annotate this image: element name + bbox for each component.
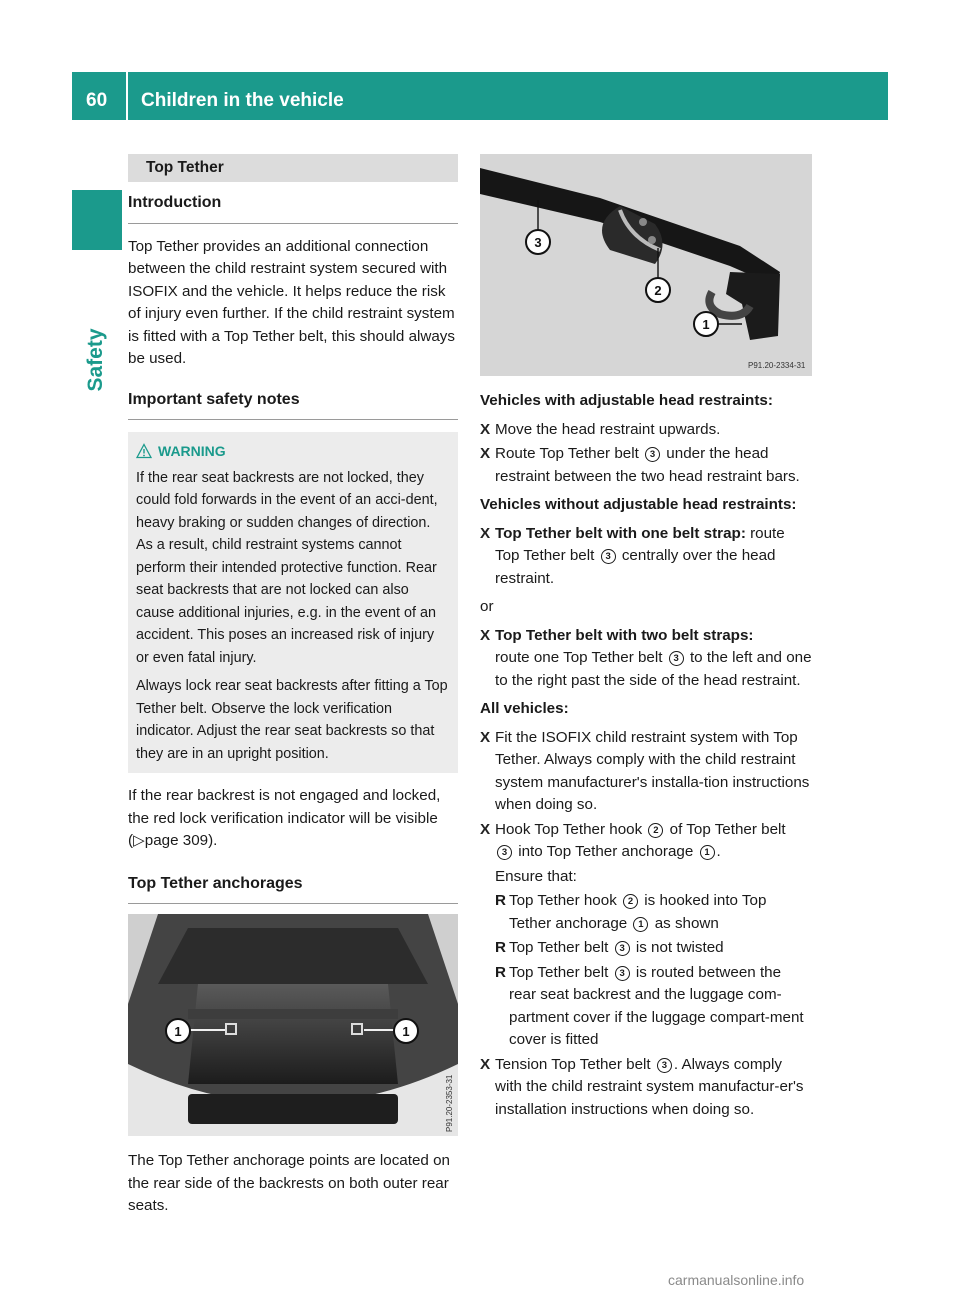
warning-label: WARNING [158,443,226,459]
right-column [480,154,812,1121]
left-column [128,154,458,1218]
intro-heading: Introduction [128,182,458,224]
step-x-icon: X [480,1055,491,1073]
ensure-list [480,890,812,1052]
page-ref-arrow-icon: ▷ [133,832,145,849]
watermark: carmanualsonline.info [668,1272,805,1288]
adj-step-1: X Move the head restraint upwards. [480,419,812,442]
callout-1-ref: 1 [700,845,715,860]
callout-1-ref: 1 [633,917,648,932]
backrest-text-a: If the rear backrest is not engaged and locked, the red lock verification indicator will be visible ( [128,787,441,849]
photo-code-right: P91.20-2334-31 [748,361,806,370]
section-title: Top Tether [128,154,458,182]
header-divider [126,72,128,120]
bullet-r-icon: R [495,892,506,909]
bullet-r-icon: R [495,963,506,981]
chapter-title: Children in the vehicle [141,90,344,111]
side-tab-block [72,190,122,250]
step-x-icon: X [480,626,491,644]
step-x-icon: X [480,524,491,542]
callout-3-ref: 3 [615,966,630,981]
bullet-r-icon: R [495,939,506,956]
step-x-icon: X [480,820,491,838]
backrest-text [128,785,458,853]
warning-box [128,432,458,773]
adjustable-heading: Vehicles with adjustable head restraints: [480,392,773,409]
callout-3-ref: 3 [601,549,616,564]
ensure-text: Ensure that: [495,867,577,885]
two-strap-step: X Top Tether belt with two belt straps: route one Top Tether belt 3 to the left and one to the right past the side of the head restraint. [480,626,812,689]
ensure-item-2: R Top Tether belt 3 is not twisted [495,937,812,960]
warning-triangle-icon [136,443,152,459]
callout-2-ref: 2 [648,823,663,838]
callout-3-ref: 3 [669,651,684,666]
callout-3-ref: 3 [615,941,630,956]
callout-2: 2 [654,283,662,298]
photo-code-left: P91.20-2353-31 [445,1074,454,1132]
page-ref-link[interactable]: page 309). [144,832,218,849]
no-adjustable-heading: Vehicles without adjustable head restraints: [480,496,797,513]
ensure-item-3: R Top Tether belt 3 is routed between the rear seat backrest and the luggage com-partment cover if the luggage compart-ment cover is fitted [495,963,804,1048]
step-x-icon: X [480,420,491,438]
adj-step-2: X Route Top Tether belt 3 under the head restraint between the two head restraint bars. [480,445,800,485]
warning-header [136,440,450,463]
callout-2-ref: 2 [623,894,638,909]
anchorages-heading: Top Tether anchorages [128,863,458,905]
callout-3-ref: 3 [497,845,512,860]
intro-text: Top Tether provides an additional connection between the child restraint system secured with ISOFIX and the vehicle. It helps reduce the risk of injury even further. If the child restraint system is fitted with a Top Tether belt, this should always be used. [128,237,455,367]
one-strap-step: X Top Tether belt with one belt strap: route Top Tether belt 3 centrally over the head restraint. [480,524,785,587]
page-number: 60 [86,90,108,111]
warning-paragraph-1: If the rear seat backrests are not locked, they could fold forwards in the event of an acci-dent, heavy braking or sudden changes of direction. As a result, child restraint systems cannot perform their intended protective function. Rear seat backrests that are not locked can also cause additional injuries, e.g. in the event of an accident. This poses an increased risk of injury or even fatal injury. [136,469,438,666]
step-x-icon: X [480,728,491,746]
all-step-1: X Fit the ISOFIX child restraint system with Top Tether. Always comply with the child restraint system manufacturer's installa-tion instructions when doing so. [480,728,810,813]
callout-3-ref: 3 [657,1058,672,1073]
tether-hook-photo [480,154,812,376]
trunk-photo [128,914,458,1136]
ensure-item-1: R Top Tether hook 2 is hooked into Top Tether anchorage 1 as shown [495,892,767,932]
safety-heading: Important safety notes [128,379,458,421]
callout-1-right: 1 [402,1024,410,1039]
callout-1-left: 1 [174,1024,182,1039]
or-text: or [480,598,494,615]
callout-1: 1 [702,317,710,332]
all-step-3: X Tension Top Tether belt 3 . Always comply with the child restraint system manufactur-er's installation instructions when doing so. [480,1055,804,1118]
step-x-icon: X [480,445,491,462]
callout-3-ref: 3 [645,447,660,462]
side-section-label: Safety [84,328,107,392]
callout-3: 3 [534,235,542,250]
warning-paragraph-2: Always lock rear seat backrests after fitting a Top Tether belt. Observe the lock verification indicator. Adjust the rear seat backrests so that they are in an upright position. [136,678,448,762]
anchorages-text: The Top Tether anchorage points are located on the rear side of the backrests on both outer rear seats. [128,1152,450,1214]
all-vehicles-heading: All vehicles: [480,700,569,717]
all-step-2: X Hook Top Tether hook 2 of Top Tether belt 3 into Top Tether anchorage 1 . [480,820,786,860]
